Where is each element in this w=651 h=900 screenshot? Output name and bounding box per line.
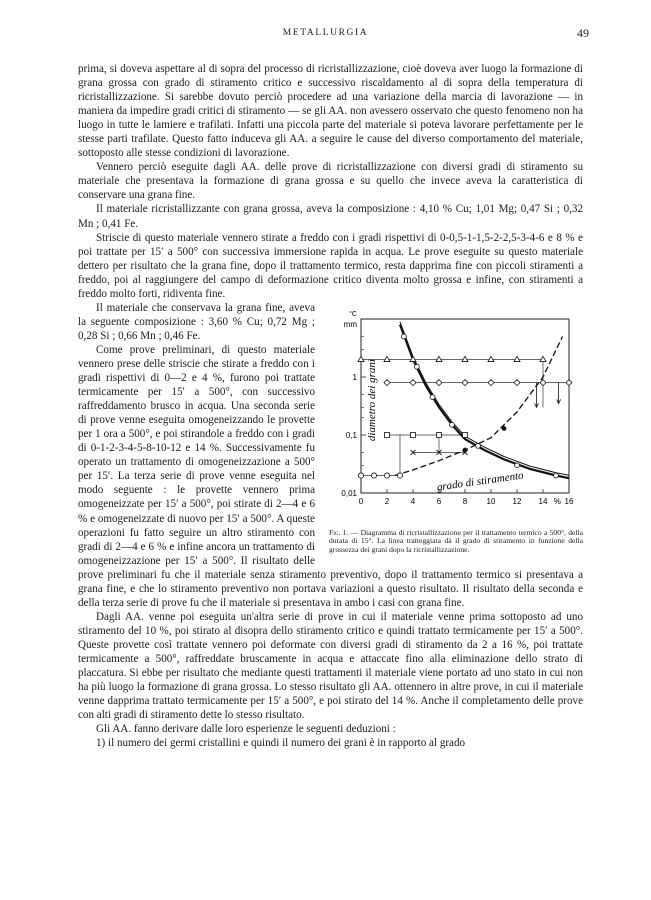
circle-marker	[358, 473, 363, 478]
plot-frame	[361, 319, 569, 493]
curve-marker	[402, 334, 407, 339]
paragraph: Striscie di questo materiale vennero stirate a freddo con i gradi rispettivi di 0-0,5-1-1,5-2-2,5-3-4-6 e 8 % e poi trattate per 15′ a 500° con successiva immersione rapida in acqua. Le prove eseguite su questo materiale dettero per risultato che la grana fine, dopo il trattamento termico, resta dapprima fine con piccoli stiramenti a freddo, poi al raggiungere del campo di deformazione critico diventa molto grossa e infine, con stiramenti a freddo molto forti, ridiventa fine.	[78, 231, 583, 300]
x-tick-label: 12	[512, 496, 522, 506]
triangle-marker	[436, 356, 442, 361]
diamond-marker	[410, 379, 416, 385]
triangle-marker	[384, 356, 390, 361]
recrystallization-chart	[325, 305, 583, 525]
figure-caption	[329, 529, 583, 555]
paragraph: Vennero perciò eseguite dagli AA. delle prove di ricristallizzazione con diversi gradi di stiramento su materiale che presentava la formazione di grana grossa e su quello che invece aveva la caratteristica di conservare una grana fine.	[78, 161, 583, 202]
y-unit-label: mm	[343, 319, 357, 329]
y-tick-label: 1	[352, 372, 357, 382]
paragraph: 1) il numero dei germi cristallini e quindi il numero dei grani è in rapporto al grado	[96, 737, 466, 750]
x-tick-label: 10	[486, 496, 496, 506]
x-tick-label: 0	[358, 496, 364, 506]
caption-text: Diagramma di ricristallizzazione per il trattamento termico a 500°, della durata di 15°. La linea tratteggiata dà il grado di stiramento in funzione della grossezza dei grani dopo la ricristallizzazione.	[329, 527, 584, 554]
x-axis-title: grado di stiramento	[436, 469, 525, 494]
down-arrow	[557, 382, 561, 403]
triangle-marker	[514, 356, 520, 361]
curve-marker	[554, 473, 559, 478]
curve-marker	[515, 463, 520, 468]
paragraph: Come prove preliminari, di questo materiale vennero prese delle striscie che stirate a freddo con i gradi rispettivi di 0—2 e 4 %, furono poi trattate termicamente per 15′ a 500°, con successivo raffreddamento brusco in acqua. Una seconda serie di prove venne eseguita omogeneizzando le provette per 1 ora a 500°, e poi stirandole a freddo con i gradi di 0-1-2-3-4-5-8-10-12 e 14 %. Successivamente fu operato un trattamento di omogeneizzazione a 500° per 15′. La terza serie di prove venne eseguita nel modo seguente : le provette vennero prima omogeneizzate per 15′ a 500°, poi stirate di 2—4 e 6 % e omogeneizzate di nuovo per 15′ a 500°. A queste operazioni fu fatto seguire un altro stiramento con gradi di 2—4 e 6 % e infine ancora un trattamento di omogeneizzazione per 15′ a 500°. Il risultato delle prove preliminari fu che il materiale senza stiramento preventivo, dopo il trattamento termico si presentava a grana fine, e che lo stiramento preventivo non portava variazioni a questo risultato. Il risultato della seconda e della terza serie di prove fu che il materiale si presentava in ambo i casi con grana fine.	[78, 343, 583, 609]
temperature-label: °C	[349, 310, 357, 318]
diamond-marker	[384, 379, 390, 385]
body-text	[78, 62, 583, 750]
page-header	[0, 26, 651, 42]
square-marker	[411, 432, 416, 437]
diamond-marker	[514, 379, 520, 385]
x-tick-label: 4	[410, 496, 416, 506]
square-marker	[385, 432, 390, 437]
diamond-marker	[488, 379, 494, 385]
diamond-marker	[566, 379, 572, 385]
page-number: 49	[577, 26, 589, 40]
filled-marker	[502, 426, 507, 431]
y-tick-label: 0,1	[345, 430, 357, 440]
figure	[325, 305, 585, 555]
circle-marker	[397, 473, 402, 478]
circle-marker	[384, 473, 389, 478]
paragraph: Gli AA. fanno derivare dalle loro esperienze le seguenti deduzioni :	[96, 723, 396, 736]
square-marker	[437, 432, 442, 437]
x-tick-label: 16	[564, 496, 574, 506]
curve-marker	[430, 395, 435, 400]
series-line-main	[400, 324, 569, 478]
triangle-marker	[488, 356, 494, 361]
y-axis-title: diametro dei grani	[366, 358, 378, 441]
running-title: METALLURGIA	[282, 28, 369, 38]
triangle-marker	[462, 356, 468, 361]
x-unit-label: %	[553, 496, 561, 506]
paragraph: Dagli AA. venne poi eseguita un'altra serie di prove in cui il materiale venne prima sottoposto ad uno stiramento del 10 %, poi stirato al disopra dello stiramento critico e quindi trattato termicamente per 15′ a 500°. Queste provette così trattate vennero poi deformate con diversi gradi di stiramento da 2 a 16 %, poi trattate termicamente a 500°, raffreddate bruscamente in acqua e attaccate fino alla eliminazione dello strato di placcatura. Si ebbe per risultato che mediante questi trattamenti il materiale viene portato ad uno stato in cui non ha più luogo la formazione di grana grossa. Lo stesso risultato gli AA. ottennero in altre prove, in cui il materiale venne dapprima trattato termicamente per 15′ a 500°, e poi stirato del 14 %. Anche il completamento delle prove con alti gradi di stiramento dette lo stesso risultato.	[78, 610, 583, 722]
x-tick-label: 8	[462, 496, 468, 506]
x-tick-label: 6	[436, 496, 442, 506]
diamond-marker	[540, 379, 546, 385]
paragraph: Il materiale che conservava la grana fine, aveva la seguente composizione : 3,60 % Cu; 0,72 Mg ; 0,28 Si ; 0,66 Mn ; 0,46 Fe.	[78, 301, 315, 342]
circle-marker	[371, 473, 376, 478]
curve-marker	[450, 422, 455, 427]
x-tick-label: 2	[384, 496, 390, 506]
y-tick-label: 0,01	[341, 488, 357, 498]
caption-label: Fig. 1. —	[329, 527, 359, 537]
down-arrow	[535, 382, 539, 407]
square-marker	[463, 432, 468, 437]
triangle-marker	[410, 356, 416, 361]
diamond-marker	[436, 379, 442, 385]
paragraph: Il materiale ricristallizzante con grana grossa, aveva la composizione : 4,10 % Cu; 1,01 Mg; 0,47 Si ; 0,32 Mn ; 0,41 Fe.	[78, 203, 583, 230]
triangle-marker	[540, 356, 546, 361]
filled-marker	[463, 447, 468, 452]
triangle-marker	[358, 356, 364, 361]
paragraph: prima, si doveva aspettare al di sopra del processo di ricristallizzazione, cioè doveva aver luogo la formazione di grana grossa con grado di stiramento critico e successivo riscaldamento al di sopra della temperatura di ricristallizzazione. Si sarebbe dovuto perciò procedere ad una variazione della marcia di lavorazione — in maniera da impedire gradi critici di stiramento — se gli AA. non avessero osservato che questo fenomeno non ha luogo in tutte le lamiere e trafilati. Infatti una piccola parte del materiale si poteva lavorare perfettamente per le stesse parti trafilate. Questo fatto induceva gli AA. a seguire le cause del diverso comportamento del materiale, sottoposto alle stesse condizioni di lavorazione.	[78, 63, 583, 160]
curve-marker	[476, 443, 481, 448]
diamond-marker	[462, 379, 468, 385]
x-tick-label: 14	[538, 496, 548, 506]
curve-marker	[415, 364, 420, 369]
